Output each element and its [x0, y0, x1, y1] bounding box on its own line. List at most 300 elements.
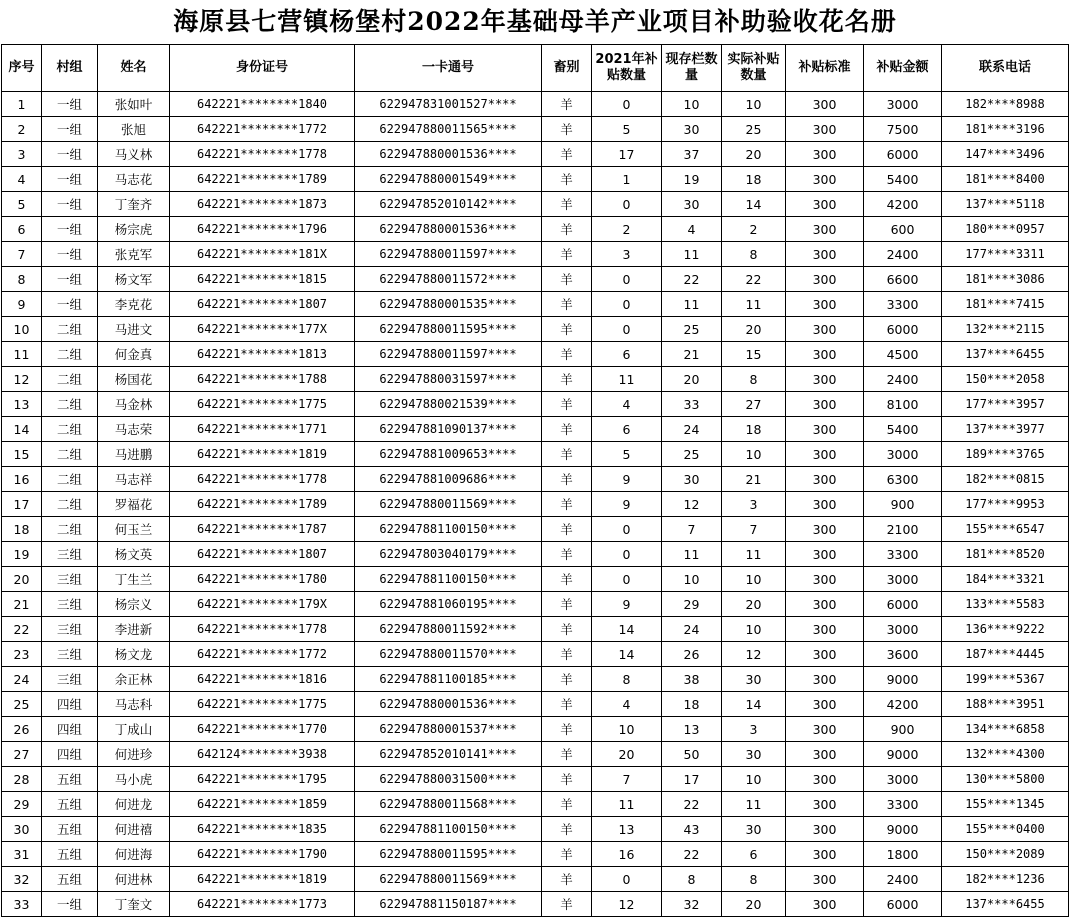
current-stock-cell: 22 — [662, 267, 722, 292]
header-col-current-stock: 现存栏数量 — [662, 45, 722, 92]
header-col-name: 姓名 — [98, 45, 170, 92]
serial-cell: 16 — [2, 467, 42, 492]
phone-cell: 130****5800 — [942, 767, 1069, 792]
subsidy-standard-cell: 300 — [786, 667, 864, 692]
actual-subsidy-cell: 10 — [722, 92, 786, 117]
livestock-cell: 羊 — [542, 117, 592, 142]
subsidy-standard-cell: 300 — [786, 217, 864, 242]
current-stock-cell: 11 — [662, 542, 722, 567]
current-stock-cell: 38 — [662, 667, 722, 692]
village-group-cell: 一组 — [42, 292, 98, 317]
serial-cell: 3 — [2, 142, 42, 167]
subsidy-standard-cell: 300 — [786, 367, 864, 392]
table-row — [2, 442, 1069, 467]
name-cell: 丁成山 — [98, 717, 170, 742]
serial-cell: 11 — [2, 342, 42, 367]
name-cell: 丁奎文 — [98, 892, 170, 917]
id-number-cell: 642221********1816 — [170, 667, 355, 692]
current-stock-cell: 43 — [662, 817, 722, 842]
card-number-cell: 622947880031500**** — [355, 767, 542, 792]
current-stock-cell: 24 — [662, 617, 722, 642]
subsidy-2021-cell: 9 — [592, 492, 662, 517]
current-stock-cell: 25 — [662, 317, 722, 342]
page-title: 海原县七营镇杨堡村2022年基础母羊产业项目补助验收花名册 — [173, 7, 897, 36]
subsidy-2021-cell: 20 — [592, 742, 662, 767]
livestock-cell: 羊 — [542, 217, 592, 242]
village-group-cell: 五组 — [42, 792, 98, 817]
current-stock-cell: 10 — [662, 567, 722, 592]
subsidy-amount-cell: 900 — [864, 717, 942, 742]
village-group-cell: 一组 — [42, 267, 98, 292]
name-cell: 马金林 — [98, 392, 170, 417]
card-number-cell: 622947880011597**** — [355, 242, 542, 267]
subsidy-2021-cell: 0 — [592, 292, 662, 317]
table-row — [2, 517, 1069, 542]
name-cell: 杨文军 — [98, 267, 170, 292]
table-row — [2, 842, 1069, 867]
subsidy-2021-cell: 0 — [592, 267, 662, 292]
livestock-cell: 羊 — [542, 292, 592, 317]
actual-subsidy-cell: 14 — [722, 692, 786, 717]
card-number-cell: 622947852010141**** — [355, 742, 542, 767]
subsidy-amount-cell: 5400 — [864, 417, 942, 442]
subsidy-2021-cell: 3 — [592, 242, 662, 267]
card-number-cell: 622947880011595**** — [355, 842, 542, 867]
name-cell: 马志科 — [98, 692, 170, 717]
card-number-cell: 622947880031597**** — [355, 367, 542, 392]
subsidy-standard-cell: 300 — [786, 142, 864, 167]
serial-cell: 12 — [2, 367, 42, 392]
serial-cell: 7 — [2, 242, 42, 267]
card-number-cell: 622947880001536**** — [355, 217, 542, 242]
serial-cell: 24 — [2, 667, 42, 692]
subsidy-amount-cell: 9000 — [864, 817, 942, 842]
card-number-cell: 622947880011595**** — [355, 317, 542, 342]
name-cell: 余正林 — [98, 667, 170, 692]
table-row — [2, 892, 1069, 917]
actual-subsidy-cell: 14 — [722, 192, 786, 217]
subsidy-2021-cell: 0 — [592, 567, 662, 592]
current-stock-cell: 30 — [662, 117, 722, 142]
card-number-cell: 622947880001537**** — [355, 717, 542, 742]
village-group-cell: 五组 — [42, 817, 98, 842]
subsidy-standard-cell: 300 — [786, 792, 864, 817]
subsidy-standard-cell: 300 — [786, 242, 864, 267]
id-number-cell: 642221********1815 — [170, 267, 355, 292]
phone-cell: 181****3086 — [942, 267, 1069, 292]
card-number-cell: 622947881150187**** — [355, 892, 542, 917]
subsidy-standard-cell: 300 — [786, 742, 864, 767]
phone-cell: 137****6455 — [942, 342, 1069, 367]
actual-subsidy-cell: 30 — [722, 817, 786, 842]
subsidy-standard-cell: 300 — [786, 292, 864, 317]
actual-subsidy-cell: 2 — [722, 217, 786, 242]
name-cell: 马进文 — [98, 317, 170, 342]
phone-cell: 136****9222 — [942, 617, 1069, 642]
card-number-cell: 622947881100185**** — [355, 667, 542, 692]
id-number-cell: 642221********1813 — [170, 342, 355, 367]
table-row — [2, 617, 1069, 642]
phone-cell: 187****4445 — [942, 642, 1069, 667]
card-number-cell: 622947880001536**** — [355, 142, 542, 167]
subsidy-standard-cell: 300 — [786, 817, 864, 842]
livestock-cell: 羊 — [542, 592, 592, 617]
livestock-cell: 羊 — [542, 692, 592, 717]
subsidy-amount-cell: 6300 — [864, 467, 942, 492]
card-number-cell: 622947880011569**** — [355, 867, 542, 892]
phone-cell: 184****3321 — [942, 567, 1069, 592]
actual-subsidy-cell: 30 — [722, 667, 786, 692]
subsidy-amount-cell: 7500 — [864, 117, 942, 142]
actual-subsidy-cell: 18 — [722, 167, 786, 192]
village-group-cell: 三组 — [42, 667, 98, 692]
table-row — [2, 317, 1069, 342]
current-stock-cell: 11 — [662, 242, 722, 267]
table-body — [2, 92, 1069, 917]
actual-subsidy-cell: 8 — [722, 867, 786, 892]
subsidy-amount-cell: 6600 — [864, 267, 942, 292]
table-row — [2, 142, 1069, 167]
subsidy-2021-cell: 0 — [592, 92, 662, 117]
subsidy-2021-cell: 9 — [592, 592, 662, 617]
serial-cell: 23 — [2, 642, 42, 667]
subsidy-2021-cell: 12 — [592, 892, 662, 917]
phone-cell: 181****8520 — [942, 542, 1069, 567]
livestock-cell: 羊 — [542, 317, 592, 342]
village-group-cell: 一组 — [42, 242, 98, 267]
subsidy-amount-cell: 3300 — [864, 542, 942, 567]
phone-cell: 177****9953 — [942, 492, 1069, 517]
table-row — [2, 92, 1069, 117]
livestock-cell: 羊 — [542, 192, 592, 217]
subsidy-standard-cell: 300 — [786, 492, 864, 517]
current-stock-cell: 18 — [662, 692, 722, 717]
current-stock-cell: 20 — [662, 367, 722, 392]
village-group-cell: 二组 — [42, 517, 98, 542]
table-row — [2, 392, 1069, 417]
phone-cell: 182****8988 — [942, 92, 1069, 117]
card-number-cell: 622947880011569**** — [355, 492, 542, 517]
subsidy-standard-cell: 300 — [786, 642, 864, 667]
phone-cell: 177****3957 — [942, 392, 1069, 417]
table-row — [2, 367, 1069, 392]
phone-cell: 182****1236 — [942, 867, 1069, 892]
serial-cell: 25 — [2, 692, 42, 717]
subsidy-2021-cell: 10 — [592, 717, 662, 742]
table-row — [2, 592, 1069, 617]
subsidy-standard-cell: 300 — [786, 442, 864, 467]
actual-subsidy-cell: 10 — [722, 567, 786, 592]
subsidy-2021-cell: 5 — [592, 442, 662, 467]
name-cell: 李进新 — [98, 617, 170, 642]
card-number-cell: 622947880011568**** — [355, 792, 542, 817]
card-number-cell: 622947881009686**** — [355, 467, 542, 492]
current-stock-cell: 24 — [662, 417, 722, 442]
header-col-2021-subsidy-qty: 2021年补贴数量 — [592, 45, 662, 92]
subsidy-2021-cell: 14 — [592, 617, 662, 642]
card-number-cell: 622947881100150**** — [355, 567, 542, 592]
card-number-cell: 622947803040179**** — [355, 542, 542, 567]
id-number-cell: 642221********1775 — [170, 392, 355, 417]
table-row — [2, 167, 1069, 192]
current-stock-cell: 22 — [662, 792, 722, 817]
serial-cell: 8 — [2, 267, 42, 292]
subsidy-2021-cell: 0 — [592, 542, 662, 567]
id-number-cell: 642221********1772 — [170, 117, 355, 142]
subsidy-standard-cell: 300 — [786, 192, 864, 217]
village-group-cell: 三组 — [42, 567, 98, 592]
table-row — [2, 667, 1069, 692]
table-row — [2, 492, 1069, 517]
id-number-cell: 642221********1780 — [170, 567, 355, 592]
current-stock-cell: 11 — [662, 292, 722, 317]
village-group-cell: 一组 — [42, 892, 98, 917]
livestock-cell: 羊 — [542, 542, 592, 567]
subsidy-roster-table — [1, 44, 1069, 917]
current-stock-cell: 8 — [662, 867, 722, 892]
village-group-cell: 四组 — [42, 717, 98, 742]
actual-subsidy-cell: 8 — [722, 367, 786, 392]
card-number-cell: 622947880011597**** — [355, 342, 542, 367]
phone-cell: 177****3311 — [942, 242, 1069, 267]
subsidy-amount-cell: 6000 — [864, 142, 942, 167]
livestock-cell: 羊 — [542, 667, 592, 692]
subsidy-amount-cell: 3000 — [864, 767, 942, 792]
phone-cell: 189****3765 — [942, 442, 1069, 467]
livestock-cell: 羊 — [542, 92, 592, 117]
table-row — [2, 817, 1069, 842]
subsidy-amount-cell: 6000 — [864, 317, 942, 342]
phone-cell: 155****1345 — [942, 792, 1069, 817]
name-cell: 何玉兰 — [98, 517, 170, 542]
current-stock-cell: 30 — [662, 192, 722, 217]
header-col-phone: 联系电话 — [942, 45, 1069, 92]
card-number-cell: 622947852010142**** — [355, 192, 542, 217]
name-cell: 何进禧 — [98, 817, 170, 842]
subsidy-standard-cell: 300 — [786, 117, 864, 142]
table-row — [2, 692, 1069, 717]
village-group-cell: 四组 — [42, 742, 98, 767]
subsidy-amount-cell: 4200 — [864, 692, 942, 717]
id-number-cell: 642221********1819 — [170, 867, 355, 892]
subsidy-amount-cell: 2400 — [864, 867, 942, 892]
subsidy-standard-cell: 300 — [786, 267, 864, 292]
table-row — [2, 467, 1069, 492]
subsidy-amount-cell: 900 — [864, 492, 942, 517]
table-row — [2, 117, 1069, 142]
current-stock-cell: 50 — [662, 742, 722, 767]
actual-subsidy-cell: 10 — [722, 767, 786, 792]
livestock-cell: 羊 — [542, 842, 592, 867]
id-number-cell: 642221********1873 — [170, 192, 355, 217]
serial-cell: 17 — [2, 492, 42, 517]
phone-cell: 155****0400 — [942, 817, 1069, 842]
subsidy-standard-cell: 300 — [786, 517, 864, 542]
village-group-cell: 五组 — [42, 867, 98, 892]
name-cell: 丁奎齐 — [98, 192, 170, 217]
serial-cell: 13 — [2, 392, 42, 417]
subsidy-standard-cell: 300 — [786, 892, 864, 917]
serial-cell: 14 — [2, 417, 42, 442]
serial-cell: 27 — [2, 742, 42, 767]
card-number-cell: 622947881090137**** — [355, 417, 542, 442]
livestock-cell: 羊 — [542, 392, 592, 417]
livestock-cell: 羊 — [542, 617, 592, 642]
id-number-cell: 642221********1773 — [170, 892, 355, 917]
phone-cell: 132****4300 — [942, 742, 1069, 767]
livestock-cell: 羊 — [542, 717, 592, 742]
actual-subsidy-cell: 3 — [722, 492, 786, 517]
actual-subsidy-cell: 6 — [722, 842, 786, 867]
header-col-subsidy-standard: 补贴标准 — [786, 45, 864, 92]
name-cell: 马小虎 — [98, 767, 170, 792]
name-cell: 何进珍 — [98, 742, 170, 767]
subsidy-amount-cell: 4200 — [864, 192, 942, 217]
table-row — [2, 642, 1069, 667]
id-number-cell: 642221********1859 — [170, 792, 355, 817]
serial-cell: 15 — [2, 442, 42, 467]
table-row — [2, 717, 1069, 742]
name-cell: 张旭 — [98, 117, 170, 142]
livestock-cell: 羊 — [542, 242, 592, 267]
livestock-cell: 羊 — [542, 867, 592, 892]
actual-subsidy-cell: 7 — [722, 517, 786, 542]
village-group-cell: 一组 — [42, 217, 98, 242]
id-number-cell: 642221********1778 — [170, 617, 355, 642]
serial-cell: 22 — [2, 617, 42, 642]
serial-cell: 18 — [2, 517, 42, 542]
card-number-cell: 622947880011565**** — [355, 117, 542, 142]
phone-cell: 181****7415 — [942, 292, 1069, 317]
serial-cell: 32 — [2, 867, 42, 892]
name-cell: 马志花 — [98, 167, 170, 192]
subsidy-amount-cell: 1800 — [864, 842, 942, 867]
current-stock-cell: 29 — [662, 592, 722, 617]
phone-cell: 181****3196 — [942, 117, 1069, 142]
village-group-cell: 三组 — [42, 592, 98, 617]
name-cell: 何进海 — [98, 842, 170, 867]
serial-cell: 19 — [2, 542, 42, 567]
current-stock-cell: 7 — [662, 517, 722, 542]
id-number-cell: 642221********1788 — [170, 367, 355, 392]
phone-cell: 199****5367 — [942, 667, 1069, 692]
name-cell: 杨国花 — [98, 367, 170, 392]
village-group-cell: 一组 — [42, 192, 98, 217]
card-number-cell: 622947880001549**** — [355, 167, 542, 192]
subsidy-2021-cell: 14 — [592, 642, 662, 667]
name-cell: 马志荣 — [98, 417, 170, 442]
actual-subsidy-cell: 30 — [722, 742, 786, 767]
id-number-cell: 642124********3938 — [170, 742, 355, 767]
subsidy-amount-cell: 3000 — [864, 567, 942, 592]
serial-cell: 6 — [2, 217, 42, 242]
phone-cell: 181****8400 — [942, 167, 1069, 192]
subsidy-2021-cell: 4 — [592, 392, 662, 417]
id-number-cell: 642221********1778 — [170, 467, 355, 492]
livestock-cell: 羊 — [542, 467, 592, 492]
subsidy-2021-cell: 7 — [592, 767, 662, 792]
current-stock-cell: 21 — [662, 342, 722, 367]
livestock-cell: 羊 — [542, 367, 592, 392]
phone-cell: 188****3951 — [942, 692, 1069, 717]
actual-subsidy-cell: 11 — [722, 292, 786, 317]
current-stock-cell: 19 — [662, 167, 722, 192]
id-number-cell: 642221********1771 — [170, 417, 355, 442]
header-col-livestock: 畜别 — [542, 45, 592, 92]
name-cell: 杨宗虎 — [98, 217, 170, 242]
current-stock-cell: 17 — [662, 767, 722, 792]
current-stock-cell: 10 — [662, 92, 722, 117]
subsidy-amount-cell: 6000 — [864, 592, 942, 617]
village-group-cell: 二组 — [42, 492, 98, 517]
header-col-card-number: 一卡通号 — [355, 45, 542, 92]
header-col-village-group: 村组 — [42, 45, 98, 92]
livestock-cell: 羊 — [542, 417, 592, 442]
serial-cell: 28 — [2, 767, 42, 792]
current-stock-cell: 12 — [662, 492, 722, 517]
current-stock-cell: 33 — [662, 392, 722, 417]
actual-subsidy-cell: 27 — [722, 392, 786, 417]
name-cell: 马进鹏 — [98, 442, 170, 467]
subsidy-2021-cell: 6 — [592, 417, 662, 442]
subsidy-amount-cell: 9000 — [864, 742, 942, 767]
subsidy-2021-cell: 11 — [592, 367, 662, 392]
card-number-cell: 622947880001535**** — [355, 292, 542, 317]
serial-cell: 1 — [2, 92, 42, 117]
name-cell: 何进龙 — [98, 792, 170, 817]
livestock-cell: 羊 — [542, 817, 592, 842]
village-group-cell: 三组 — [42, 642, 98, 667]
id-number-cell: 642221********1807 — [170, 542, 355, 567]
card-number-cell: 622947880021539**** — [355, 392, 542, 417]
livestock-cell: 羊 — [542, 342, 592, 367]
serial-cell: 5 — [2, 192, 42, 217]
subsidy-2021-cell: 11 — [592, 792, 662, 817]
phone-cell: 134****6858 — [942, 717, 1069, 742]
card-number-cell: 622947881100150**** — [355, 517, 542, 542]
serial-cell: 4 — [2, 167, 42, 192]
village-group-cell: 二组 — [42, 467, 98, 492]
name-cell: 罗福花 — [98, 492, 170, 517]
subsidy-standard-cell: 300 — [786, 92, 864, 117]
livestock-cell: 羊 — [542, 742, 592, 767]
name-cell: 张克军 — [98, 242, 170, 267]
phone-cell: 137****5118 — [942, 192, 1069, 217]
subsidy-amount-cell: 3000 — [864, 442, 942, 467]
subsidy-amount-cell: 3300 — [864, 292, 942, 317]
subsidy-amount-cell: 6000 — [864, 892, 942, 917]
serial-cell: 31 — [2, 842, 42, 867]
phone-cell: 137****3977 — [942, 417, 1069, 442]
subsidy-amount-cell: 3000 — [864, 92, 942, 117]
actual-subsidy-cell: 21 — [722, 467, 786, 492]
phone-cell: 182****0815 — [942, 467, 1069, 492]
header-col-subsidy-amount: 补贴金额 — [864, 45, 942, 92]
phone-cell: 150****2058 — [942, 367, 1069, 392]
actual-subsidy-cell: 12 — [722, 642, 786, 667]
id-number-cell: 642221********179X — [170, 592, 355, 617]
subsidy-standard-cell: 300 — [786, 592, 864, 617]
table-row — [2, 242, 1069, 267]
livestock-cell: 羊 — [542, 267, 592, 292]
table-row — [2, 192, 1069, 217]
village-group-cell: 二组 — [42, 417, 98, 442]
subsidy-amount-cell: 5400 — [864, 167, 942, 192]
subsidy-standard-cell: 300 — [786, 767, 864, 792]
livestock-cell: 羊 — [542, 892, 592, 917]
subsidy-amount-cell: 4500 — [864, 342, 942, 367]
livestock-cell: 羊 — [542, 492, 592, 517]
